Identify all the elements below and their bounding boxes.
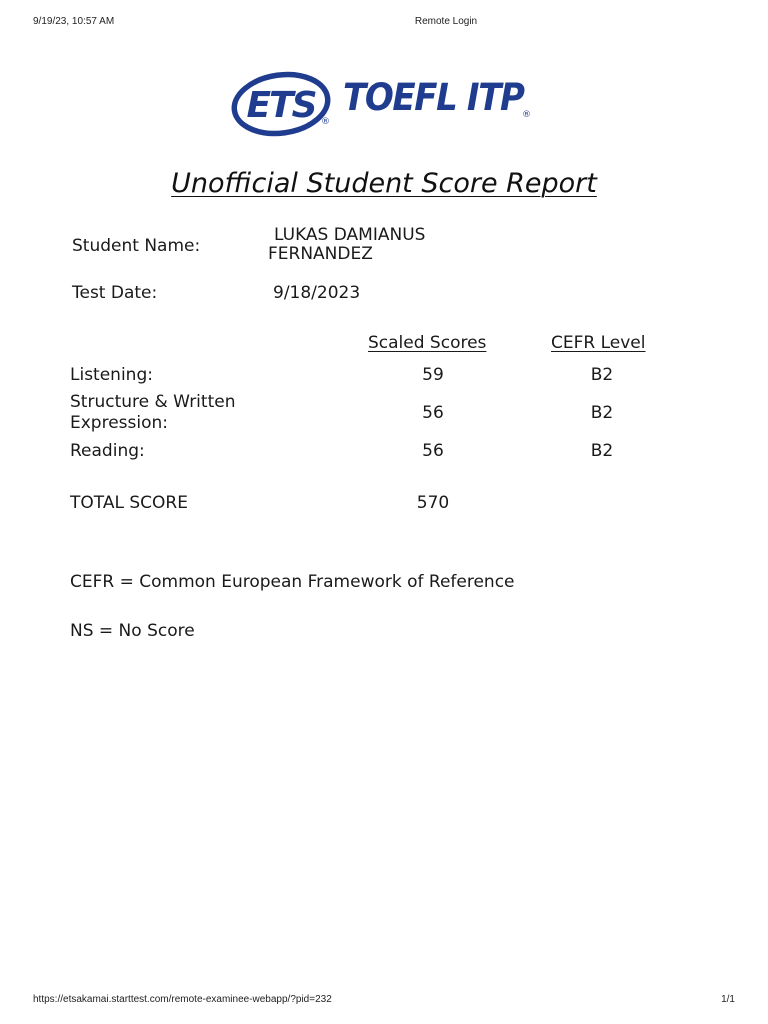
test-date-label: Test Date: bbox=[72, 283, 158, 303]
print-page-count: 1/1 bbox=[721, 994, 735, 1005]
toefl-itp-wordmark: TOEFL ITP bbox=[343, 76, 524, 119]
ns-definition-note: NS = No Score bbox=[70, 621, 195, 641]
structure-cefr: B2 bbox=[590, 403, 614, 423]
listening-label: Listening: bbox=[70, 365, 153, 385]
structure-label-line2: Expression: bbox=[70, 413, 169, 433]
ets-oval-logo-icon bbox=[230, 70, 342, 142]
structure-label-line1: Structure & Written bbox=[70, 392, 236, 412]
student-name-line1: LUKAS DAMIANUS bbox=[274, 225, 426, 245]
print-page-title: Remote Login bbox=[414, 16, 478, 27]
total-score-label: TOTAL SCORE bbox=[70, 493, 188, 513]
print-url: https://etsakamai.starttest.com/remote-examinee-webapp/?pid=232 bbox=[33, 994, 332, 1005]
print-datetime: 9/19/23, 10:57 AM bbox=[33, 16, 115, 27]
ets-registered-mark: ® bbox=[321, 117, 330, 127]
toefl-registered-mark: ® bbox=[522, 110, 531, 120]
student-name-line2: FERNANDEZ bbox=[268, 244, 373, 264]
student-name-value bbox=[268, 226, 425, 264]
listening-cefr: B2 bbox=[590, 365, 614, 385]
listening-score: 59 bbox=[422, 365, 444, 385]
cefr-definition-note: CEFR = Common European Framework of Reference bbox=[70, 572, 515, 592]
total-score-value: 570 bbox=[416, 493, 450, 513]
cefr-level-header: CEFR Level bbox=[551, 333, 646, 353]
ets-toefl-itp-logo bbox=[230, 70, 540, 142]
test-date-value: 9/18/2023 bbox=[273, 283, 361, 303]
structure-score: 56 bbox=[422, 403, 444, 423]
report-title: Unofficial Student Score Report bbox=[171, 168, 597, 199]
scaled-scores-header: Scaled Scores bbox=[368, 333, 487, 353]
reading-cefr: B2 bbox=[590, 441, 614, 461]
student-name-label: Student Name: bbox=[72, 236, 201, 256]
reading-label: Reading: bbox=[70, 441, 145, 461]
reading-score: 56 bbox=[422, 441, 444, 461]
ets-logo-text: ETS bbox=[246, 85, 316, 126]
